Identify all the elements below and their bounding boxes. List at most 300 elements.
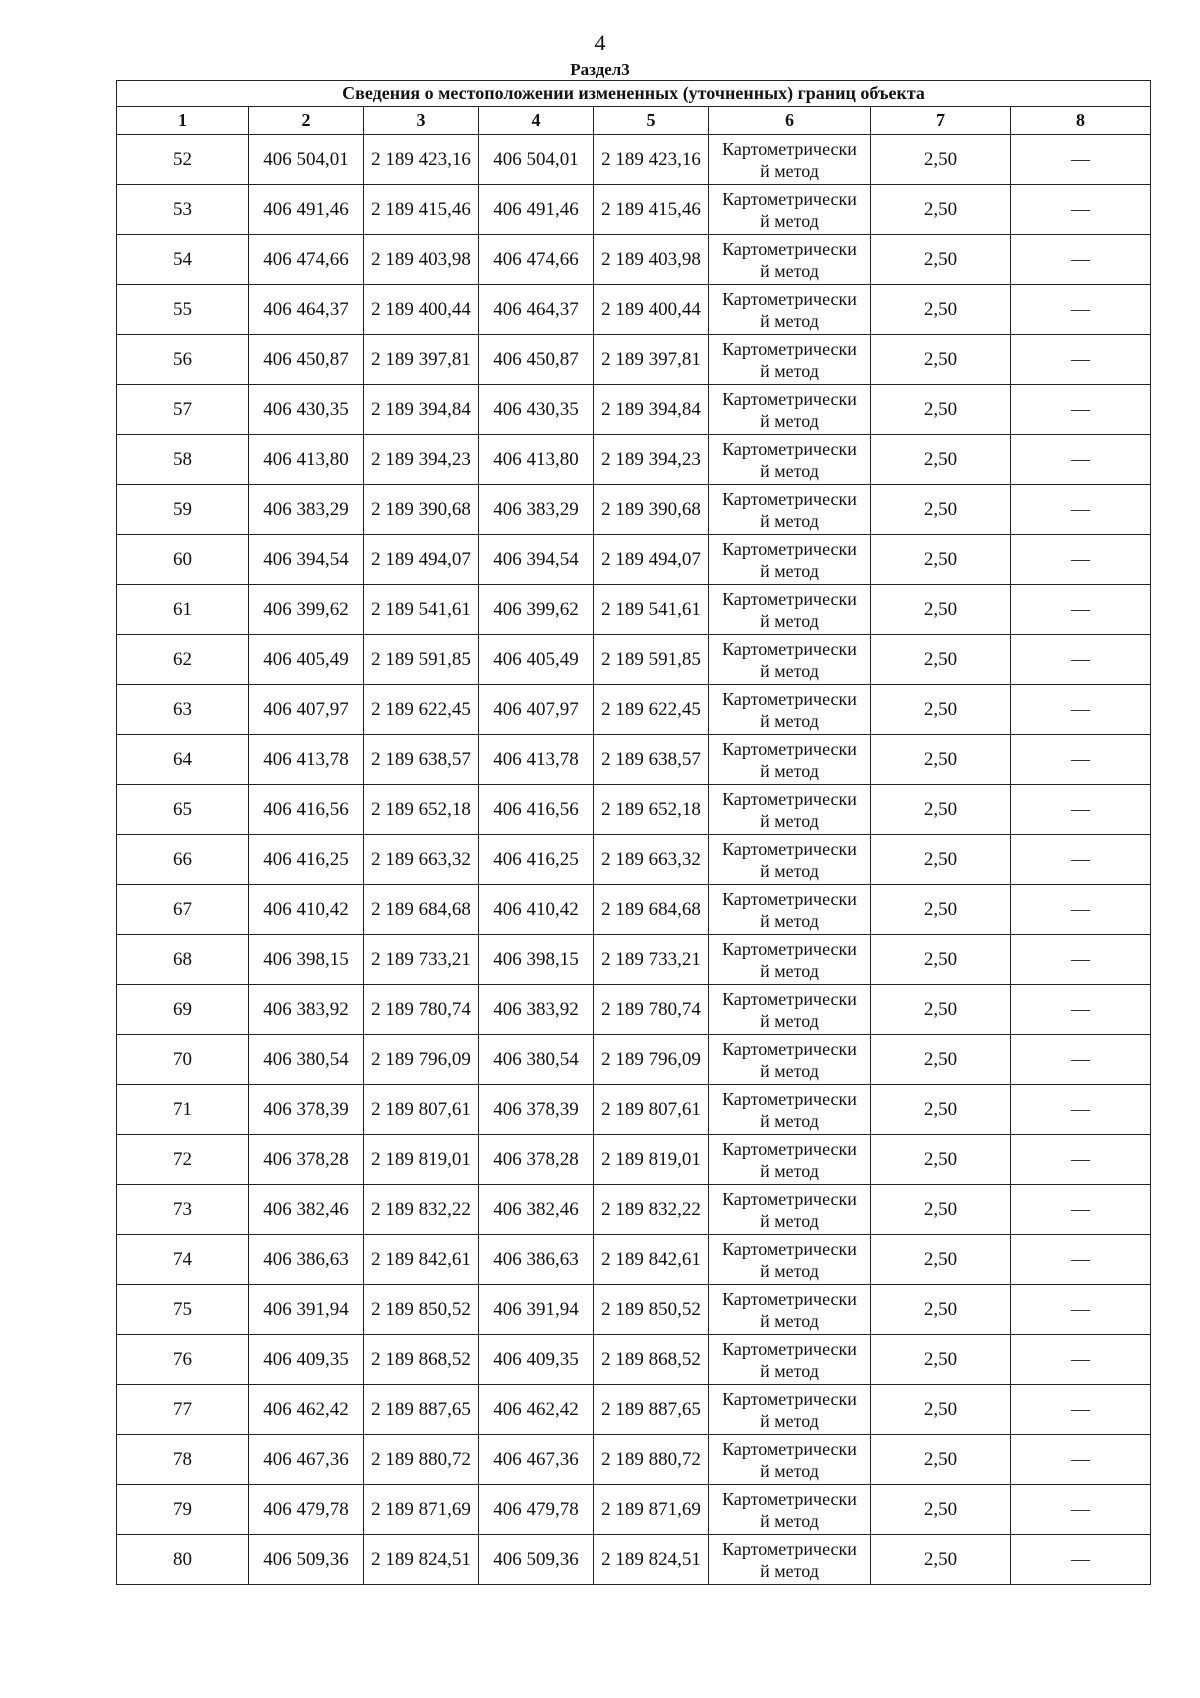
x-new-cell: 406 409,35 xyxy=(479,1335,594,1385)
method-text-line2: й метод xyxy=(760,360,819,381)
method-text-line1: Картометрически xyxy=(722,738,857,759)
method-cell xyxy=(709,1485,871,1535)
y-new-cell: 2 189 397,81 xyxy=(594,335,709,385)
x-new-cell: 406 467,36 xyxy=(479,1435,594,1485)
method-cell xyxy=(709,1285,871,1335)
x-new-cell: 406 504,01 xyxy=(479,135,594,185)
y-old-cell: 2 189 397,81 xyxy=(364,335,479,385)
method-text-line2: й метод xyxy=(760,260,819,281)
x-old-cell: 406 413,80 xyxy=(249,435,364,485)
y-old-cell: 2 189 684,68 xyxy=(364,885,479,935)
accuracy-cell: 2,50 xyxy=(871,135,1011,185)
y-old-cell: 2 189 807,61 xyxy=(364,1085,479,1135)
y-new-cell: 2 189 423,16 xyxy=(594,135,709,185)
point-number-cell: 70 xyxy=(117,1035,249,1085)
method-text-line1: Картометрически xyxy=(722,438,857,459)
y-new-cell: 2 189 796,09 xyxy=(594,1035,709,1085)
note-cell: — xyxy=(1011,885,1151,935)
accuracy-cell: 2,50 xyxy=(871,1435,1011,1485)
point-number-cell: 71 xyxy=(117,1085,249,1135)
y-old-cell: 2 189 622,45 xyxy=(364,685,479,735)
method-text-line1: Картометрически xyxy=(722,888,857,909)
x-old-cell: 406 467,36 xyxy=(249,1435,364,1485)
y-new-cell: 2 189 819,01 xyxy=(594,1135,709,1185)
note-cell: — xyxy=(1011,1335,1151,1385)
table-row xyxy=(117,935,1151,985)
y-old-cell: 2 189 780,74 xyxy=(364,985,479,1035)
table-row xyxy=(117,185,1151,235)
table-row xyxy=(117,1285,1151,1335)
method-cell xyxy=(709,835,871,885)
x-new-cell: 406 450,87 xyxy=(479,335,594,385)
note-cell: — xyxy=(1011,985,1151,1035)
method-cell xyxy=(709,1535,871,1585)
y-old-cell: 2 189 850,52 xyxy=(364,1285,479,1335)
method-text-line1: Картометрически xyxy=(722,538,857,559)
accuracy-cell: 2,50 xyxy=(871,535,1011,585)
accuracy-cell: 2,50 xyxy=(871,1335,1011,1385)
table-row xyxy=(117,1035,1151,1085)
x-new-cell: 406 464,37 xyxy=(479,285,594,335)
table-row xyxy=(117,1185,1151,1235)
point-number-cell: 80 xyxy=(117,1535,249,1585)
y-old-cell: 2 189 887,65 xyxy=(364,1385,479,1435)
y-new-cell: 2 189 652,18 xyxy=(594,785,709,835)
method-text-line1: Картометрически xyxy=(722,638,857,659)
x-new-cell: 406 410,42 xyxy=(479,885,594,935)
x-new-cell: 406 413,78 xyxy=(479,735,594,785)
x-new-cell: 406 416,25 xyxy=(479,835,594,885)
y-new-cell: 2 189 824,51 xyxy=(594,1535,709,1585)
accuracy-cell: 2,50 xyxy=(871,1385,1011,1435)
method-cell xyxy=(709,1185,871,1235)
method-text-line1: Картометрически xyxy=(722,938,857,959)
y-old-cell: 2 189 871,69 xyxy=(364,1485,479,1535)
method-text-line1: Картометрически xyxy=(722,1138,857,1159)
x-new-cell: 406 479,78 xyxy=(479,1485,594,1535)
method-text-line2: й метод xyxy=(760,960,819,981)
method-cell xyxy=(709,1235,871,1285)
x-old-cell: 406 391,94 xyxy=(249,1285,364,1335)
x-new-cell: 406 383,92 xyxy=(479,985,594,1035)
method-text-line1: Картометрически xyxy=(722,788,857,809)
accuracy-cell: 2,50 xyxy=(871,1485,1011,1535)
x-old-cell: 406 405,49 xyxy=(249,635,364,685)
method-text-line1: Картометрически xyxy=(722,138,857,159)
accuracy-cell: 2,50 xyxy=(871,935,1011,985)
accuracy-cell: 2,50 xyxy=(871,835,1011,885)
note-cell: — xyxy=(1011,1285,1151,1335)
method-text-line2: й метод xyxy=(760,810,819,831)
x-old-cell: 406 479,78 xyxy=(249,1485,364,1535)
method-cell xyxy=(709,485,871,535)
column-number: 1 xyxy=(117,107,249,135)
point-number-cell: 63 xyxy=(117,685,249,735)
x-old-cell: 406 410,42 xyxy=(249,885,364,935)
point-number-cell: 58 xyxy=(117,435,249,485)
method-text-line1: Картометрически xyxy=(722,1388,857,1409)
point-number-cell: 78 xyxy=(117,1435,249,1485)
table-row xyxy=(117,535,1151,585)
note-cell: — xyxy=(1011,285,1151,335)
x-old-cell: 406 509,36 xyxy=(249,1535,364,1585)
point-number-cell: 54 xyxy=(117,235,249,285)
y-old-cell: 2 189 652,18 xyxy=(364,785,479,835)
method-cell xyxy=(709,285,871,335)
column-number: 5 xyxy=(594,107,709,135)
method-cell xyxy=(709,435,871,485)
accuracy-cell: 2,50 xyxy=(871,285,1011,335)
x-new-cell: 406 491,46 xyxy=(479,185,594,235)
x-new-cell: 406 413,80 xyxy=(479,435,594,485)
x-new-cell: 406 474,66 xyxy=(479,235,594,285)
point-number-cell: 79 xyxy=(117,1485,249,1535)
x-old-cell: 406 380,54 xyxy=(249,1035,364,1085)
accuracy-cell: 2,50 xyxy=(871,585,1011,635)
y-old-cell: 2 189 394,84 xyxy=(364,385,479,435)
column-number: 2 xyxy=(249,107,364,135)
accuracy-cell: 2,50 xyxy=(871,185,1011,235)
method-text-line2: й метод xyxy=(760,1510,819,1531)
y-old-cell: 2 189 663,32 xyxy=(364,835,479,885)
table-row xyxy=(117,885,1151,935)
coordinates-table xyxy=(116,80,1151,1585)
table-row xyxy=(117,285,1151,335)
method-cell xyxy=(709,585,871,635)
table-row xyxy=(117,135,1151,185)
x-old-cell: 406 378,28 xyxy=(249,1135,364,1185)
y-new-cell: 2 189 780,74 xyxy=(594,985,709,1035)
y-old-cell: 2 189 403,98 xyxy=(364,235,479,285)
method-cell xyxy=(709,135,871,185)
y-old-cell: 2 189 591,85 xyxy=(364,635,479,685)
note-cell: — xyxy=(1011,835,1151,885)
x-old-cell: 406 450,87 xyxy=(249,335,364,385)
note-cell: — xyxy=(1011,235,1151,285)
method-text-line2: й метод xyxy=(760,310,819,331)
accuracy-cell: 2,50 xyxy=(871,435,1011,485)
point-number-cell: 52 xyxy=(117,135,249,185)
point-number-cell: 76 xyxy=(117,1335,249,1385)
y-old-cell: 2 189 824,51 xyxy=(364,1535,479,1585)
x-new-cell: 406 405,49 xyxy=(479,635,594,685)
note-cell: — xyxy=(1011,1535,1151,1585)
method-text-line1: Картометрически xyxy=(722,688,857,709)
table-row xyxy=(117,685,1151,735)
accuracy-cell: 2,50 xyxy=(871,1035,1011,1085)
note-cell: — xyxy=(1011,585,1151,635)
x-old-cell: 406 398,15 xyxy=(249,935,364,985)
y-new-cell: 2 189 638,57 xyxy=(594,735,709,785)
column-number: 4 xyxy=(479,107,594,135)
method-text-line2: й метод xyxy=(760,410,819,431)
y-old-cell: 2 189 400,44 xyxy=(364,285,479,335)
point-number-cell: 60 xyxy=(117,535,249,585)
note-cell: — xyxy=(1011,1435,1151,1485)
table-row xyxy=(117,985,1151,1035)
method-text-line2: й метод xyxy=(760,1060,819,1081)
method-cell xyxy=(709,235,871,285)
note-cell: — xyxy=(1011,1135,1151,1185)
method-text-line2: й метод xyxy=(760,610,819,631)
x-new-cell: 406 462,42 xyxy=(479,1385,594,1435)
table-caption: Сведения о местоположении измененных (уточненных) границ объекта xyxy=(117,81,1151,107)
method-text-line2: й метод xyxy=(760,560,819,581)
x-old-cell: 406 409,35 xyxy=(249,1335,364,1385)
x-new-cell: 406 383,29 xyxy=(479,485,594,535)
method-text-line2: й метод xyxy=(760,1260,819,1281)
table-row xyxy=(117,635,1151,685)
y-old-cell: 2 189 796,09 xyxy=(364,1035,479,1085)
y-new-cell: 2 189 541,61 xyxy=(594,585,709,635)
point-number-cell: 73 xyxy=(117,1185,249,1235)
point-number-cell: 72 xyxy=(117,1135,249,1185)
y-old-cell: 2 189 494,07 xyxy=(364,535,479,585)
x-new-cell: 406 430,35 xyxy=(479,385,594,435)
method-text-line1: Картометрически xyxy=(722,1338,857,1359)
point-number-cell: 65 xyxy=(117,785,249,835)
y-new-cell: 2 189 390,68 xyxy=(594,485,709,535)
note-cell: — xyxy=(1011,535,1151,585)
table-row xyxy=(117,1485,1151,1535)
method-text-line1: Картометрически xyxy=(722,1438,857,1459)
x-new-cell: 406 509,36 xyxy=(479,1535,594,1585)
accuracy-cell: 2,50 xyxy=(871,385,1011,435)
x-new-cell: 406 416,56 xyxy=(479,785,594,835)
column-numbers-row xyxy=(117,107,1151,135)
point-number-cell: 59 xyxy=(117,485,249,535)
method-text-line2: й метод xyxy=(760,160,819,181)
point-number-cell: 69 xyxy=(117,985,249,1035)
table-body xyxy=(117,135,1151,1585)
y-old-cell: 2 189 541,61 xyxy=(364,585,479,635)
y-old-cell: 2 189 638,57 xyxy=(364,735,479,785)
y-old-cell: 2 189 733,21 xyxy=(364,935,479,985)
y-old-cell: 2 189 880,72 xyxy=(364,1435,479,1485)
method-text-line2: й метод xyxy=(760,1210,819,1231)
note-cell: — xyxy=(1011,385,1151,435)
x-old-cell: 406 504,01 xyxy=(249,135,364,185)
note-cell: — xyxy=(1011,1485,1151,1535)
method-text-line1: Картометрически xyxy=(722,588,857,609)
x-old-cell: 406 394,54 xyxy=(249,535,364,585)
method-cell xyxy=(709,985,871,1035)
table-row xyxy=(117,1535,1151,1585)
point-number-cell: 64 xyxy=(117,735,249,785)
accuracy-cell: 2,50 xyxy=(871,885,1011,935)
accuracy-cell: 2,50 xyxy=(871,985,1011,1035)
y-new-cell: 2 189 400,44 xyxy=(594,285,709,335)
note-cell: — xyxy=(1011,1385,1151,1435)
x-new-cell: 406 380,54 xyxy=(479,1035,594,1085)
point-number-cell: 75 xyxy=(117,1285,249,1335)
x-new-cell: 406 394,54 xyxy=(479,535,594,585)
note-cell: — xyxy=(1011,735,1151,785)
method-text-line1: Картометрически xyxy=(722,838,857,859)
method-cell xyxy=(709,635,871,685)
accuracy-cell: 2,50 xyxy=(871,1185,1011,1235)
y-new-cell: 2 189 887,65 xyxy=(594,1385,709,1435)
table-row xyxy=(117,235,1151,285)
column-number: 7 xyxy=(871,107,1011,135)
table-row xyxy=(117,1335,1151,1385)
table-row xyxy=(117,1435,1151,1485)
y-new-cell: 2 189 415,46 xyxy=(594,185,709,235)
method-text-line1: Картометрически xyxy=(722,338,857,359)
method-text-line2: й метод xyxy=(760,1560,819,1581)
accuracy-cell: 2,50 xyxy=(871,335,1011,385)
note-cell: — xyxy=(1011,1085,1151,1135)
method-text-line1: Картометрически xyxy=(722,238,857,259)
x-old-cell: 406 413,78 xyxy=(249,735,364,785)
y-new-cell: 2 189 832,22 xyxy=(594,1185,709,1235)
x-old-cell: 406 416,56 xyxy=(249,785,364,835)
table-row xyxy=(117,1385,1151,1435)
point-number-cell: 62 xyxy=(117,635,249,685)
section-label: Раздел3 xyxy=(570,60,630,79)
table-row xyxy=(117,835,1151,885)
method-cell xyxy=(709,785,871,835)
x-new-cell: 406 382,46 xyxy=(479,1185,594,1235)
accuracy-cell: 2,50 xyxy=(871,1285,1011,1335)
accuracy-cell: 2,50 xyxy=(871,235,1011,285)
y-new-cell: 2 189 403,98 xyxy=(594,235,709,285)
x-old-cell: 406 407,97 xyxy=(249,685,364,735)
x-old-cell: 406 386,63 xyxy=(249,1235,364,1285)
method-cell xyxy=(709,685,871,735)
y-old-cell: 2 189 423,16 xyxy=(364,135,479,185)
y-new-cell: 2 189 850,52 xyxy=(594,1285,709,1335)
note-cell: — xyxy=(1011,335,1151,385)
method-text-line2: й метод xyxy=(760,1160,819,1181)
method-text-line1: Картометрически xyxy=(722,488,857,509)
method-text-line2: й метод xyxy=(760,1010,819,1031)
y-new-cell: 2 189 591,85 xyxy=(594,635,709,685)
y-new-cell: 2 189 684,68 xyxy=(594,885,709,935)
method-text-line1: Картометрически xyxy=(722,988,857,1009)
x-new-cell: 406 378,28 xyxy=(479,1135,594,1185)
method-cell xyxy=(709,1335,871,1385)
y-old-cell: 2 189 394,23 xyxy=(364,435,479,485)
y-old-cell: 2 189 390,68 xyxy=(364,485,479,535)
note-cell: — xyxy=(1011,685,1151,735)
y-new-cell: 2 189 663,32 xyxy=(594,835,709,885)
accuracy-cell: 2,50 xyxy=(871,485,1011,535)
y-new-cell: 2 189 733,21 xyxy=(594,935,709,985)
method-text-line2: й метод xyxy=(760,910,819,931)
method-text-line2: й метод xyxy=(760,1460,819,1481)
y-old-cell: 2 189 819,01 xyxy=(364,1135,479,1185)
method-text-line2: й метод xyxy=(760,1310,819,1331)
accuracy-cell: 2,50 xyxy=(871,785,1011,835)
method-text-line2: й метод xyxy=(760,710,819,731)
point-number-cell: 67 xyxy=(117,885,249,935)
table-row xyxy=(117,1135,1151,1185)
x-old-cell: 406 399,62 xyxy=(249,585,364,635)
note-cell: — xyxy=(1011,1185,1151,1235)
method-text-line1: Картометрически xyxy=(722,1188,857,1209)
point-number-cell: 68 xyxy=(117,935,249,985)
point-number-cell: 56 xyxy=(117,335,249,385)
note-cell: — xyxy=(1011,485,1151,535)
note-cell: — xyxy=(1011,1035,1151,1085)
method-text-line2: й метод xyxy=(760,1110,819,1131)
point-number-cell: 55 xyxy=(117,285,249,335)
note-cell: — xyxy=(1011,1235,1151,1285)
y-new-cell: 2 189 394,23 xyxy=(594,435,709,485)
point-number-cell: 61 xyxy=(117,585,249,635)
x-old-cell: 406 491,46 xyxy=(249,185,364,235)
method-text-line1: Картометрически xyxy=(722,1038,857,1059)
y-new-cell: 2 189 842,61 xyxy=(594,1235,709,1285)
method-cell xyxy=(709,335,871,385)
method-cell xyxy=(709,1135,871,1185)
accuracy-cell: 2,50 xyxy=(871,635,1011,685)
y-new-cell: 2 189 494,07 xyxy=(594,535,709,585)
method-text-line2: й метод xyxy=(760,660,819,681)
method-cell xyxy=(709,385,871,435)
note-cell: — xyxy=(1011,635,1151,685)
table-row xyxy=(117,1085,1151,1135)
method-text-line2: й метод xyxy=(760,760,819,781)
column-number: 6 xyxy=(709,107,871,135)
method-cell xyxy=(709,735,871,785)
x-old-cell: 406 378,39 xyxy=(249,1085,364,1135)
x-old-cell: 406 464,37 xyxy=(249,285,364,335)
table-row xyxy=(117,585,1151,635)
method-cell xyxy=(709,185,871,235)
point-number-cell: 66 xyxy=(117,835,249,885)
y-old-cell: 2 189 868,52 xyxy=(364,1335,479,1385)
x-new-cell: 406 399,62 xyxy=(479,585,594,635)
method-text-line1: Картометрически xyxy=(722,388,857,409)
table-caption-row xyxy=(117,81,1151,107)
method-text-line2: й метод xyxy=(760,210,819,231)
y-new-cell: 2 189 871,69 xyxy=(594,1485,709,1535)
point-number-cell: 57 xyxy=(117,385,249,435)
table-row xyxy=(117,335,1151,385)
column-number: 8 xyxy=(1011,107,1151,135)
method-text-line1: Картометрически xyxy=(722,1488,857,1509)
table-row xyxy=(117,785,1151,835)
y-old-cell: 2 189 842,61 xyxy=(364,1235,479,1285)
note-cell: — xyxy=(1011,785,1151,835)
method-text-line2: й метод xyxy=(760,510,819,531)
accuracy-cell: 2,50 xyxy=(871,735,1011,785)
point-number-cell: 74 xyxy=(117,1235,249,1285)
y-new-cell: 2 189 807,61 xyxy=(594,1085,709,1135)
page-number: 4 xyxy=(594,30,606,55)
table-row xyxy=(117,435,1151,485)
note-cell: — xyxy=(1011,935,1151,985)
method-cell xyxy=(709,1385,871,1435)
point-number-cell: 53 xyxy=(117,185,249,235)
y-old-cell: 2 189 415,46 xyxy=(364,185,479,235)
method-cell xyxy=(709,935,871,985)
y-old-cell: 2 189 832,22 xyxy=(364,1185,479,1235)
method-text-line1: Картометрически xyxy=(722,1538,857,1559)
method-cell xyxy=(709,885,871,935)
x-new-cell: 406 378,39 xyxy=(479,1085,594,1135)
table-row xyxy=(117,485,1151,535)
column-number: 3 xyxy=(364,107,479,135)
accuracy-cell: 2,50 xyxy=(871,1535,1011,1585)
y-new-cell: 2 189 622,45 xyxy=(594,685,709,735)
x-old-cell: 406 383,92 xyxy=(249,985,364,1035)
method-text-line2: й метод xyxy=(760,860,819,881)
method-text-line1: Картометрически xyxy=(722,288,857,309)
x-old-cell: 406 462,42 xyxy=(249,1385,364,1435)
